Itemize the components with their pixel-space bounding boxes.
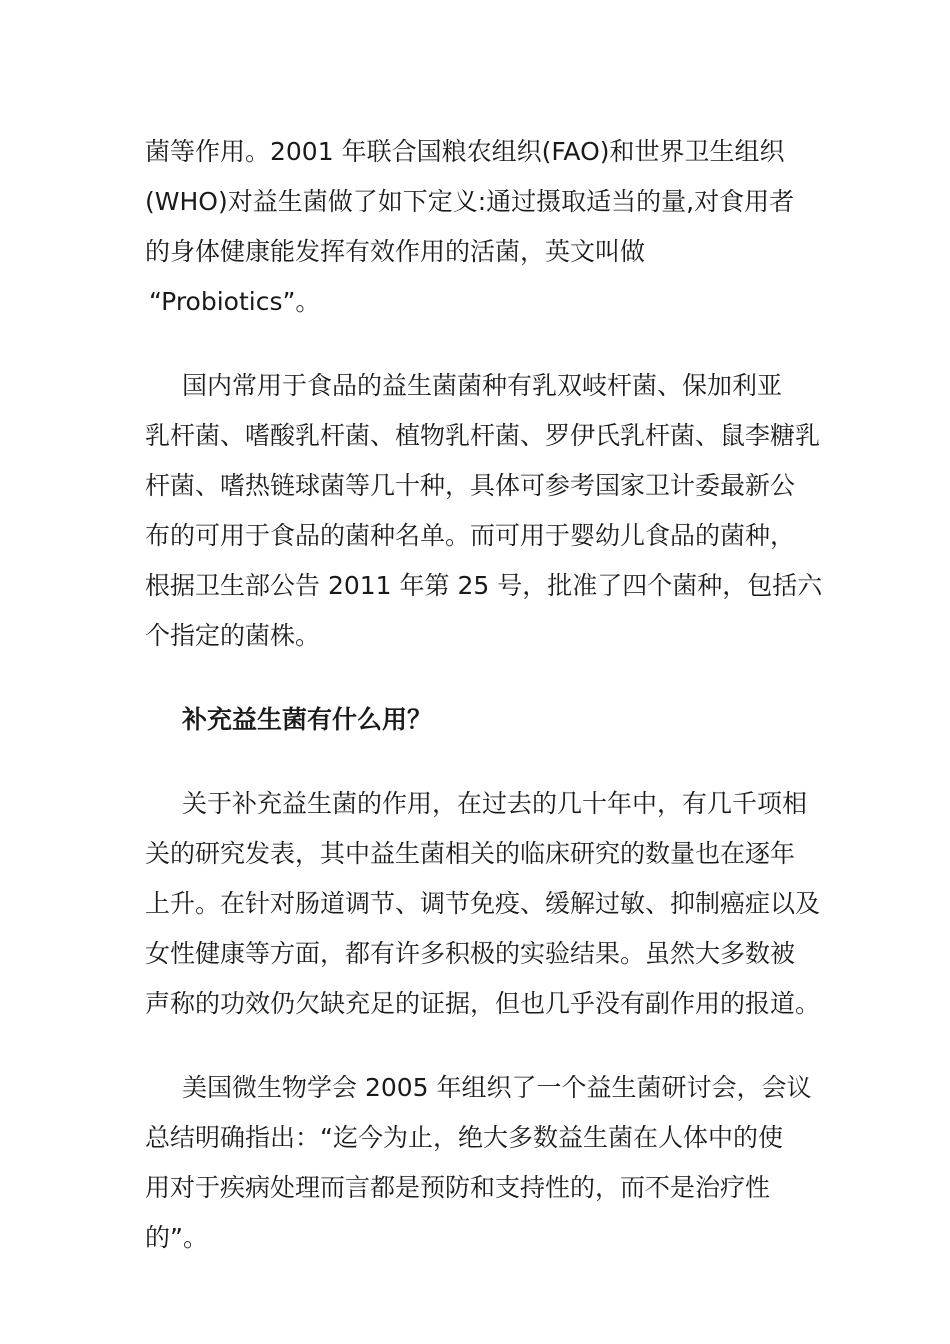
paragraph-line: 美国微生物学会 2005 年组织了一个益生菌研讨会，会议 bbox=[182, 1073, 812, 1102]
paragraph-line: (WHO)对益生菌做了如下定义:通过摄取适当的量,对食用者 bbox=[145, 187, 795, 216]
paragraph-gap bbox=[145, 745, 817, 779]
document-body bbox=[145, 127, 823, 1263]
paragraph-line: 声称的功效仍欠缺充足的证据，但也几乎没有副作用的报道。 bbox=[145, 989, 821, 1018]
paragraph-line: 关于补充益生菌的作用，在过去的几十年中，有几千项相 bbox=[182, 789, 808, 818]
paragraph-line: 的”。 bbox=[145, 1223, 208, 1252]
paragraph-line: 上升。在针对肠道调节、调节免疫、缓解过敏、抑制癌症以及 bbox=[145, 889, 821, 918]
paragraph-line: 根据卫生部公告 2011 年第 25 号，批准了四个菌种，包括六 bbox=[145, 571, 823, 600]
section-heading: 补充益生菌有什么用？ bbox=[182, 705, 433, 734]
paragraph-line: 女性健康等方面，都有许多积极的实验结果。虽然大多数被 bbox=[145, 939, 796, 968]
paragraph-gap bbox=[145, 1029, 817, 1063]
paragraph-line: 用对于疾病处理而言都是预防和支持性的，而不是治疗性 bbox=[145, 1173, 771, 1202]
paragraph-gap bbox=[145, 327, 817, 361]
paragraph-gap bbox=[145, 661, 817, 695]
paragraph-line: 国内常用于食品的益生菌菌种有乳双岐杆菌、保加利亚 bbox=[182, 371, 783, 400]
paragraph-line: 布的可用于食品的菌种名单。而可用于婴幼儿食品的菌种， bbox=[145, 521, 796, 550]
paragraph-strains bbox=[145, 361, 823, 661]
paragraph-line: 菌等作用。2001 年联合国粮农组织(FAO)和世界卫生组织 bbox=[145, 137, 785, 166]
paragraph-benefits bbox=[145, 779, 821, 1029]
paragraph-asm-conclusion bbox=[145, 1063, 817, 1263]
paragraph-probiotics-definition bbox=[145, 127, 817, 327]
paragraph-line: 关的研究发表，其中益生菌相关的临床研究的数量也在逐年 bbox=[145, 839, 796, 868]
paragraph-line: 总结明确指出：“迄今为止，绝大多数益生菌在人体中的使 bbox=[145, 1123, 783, 1152]
paragraph-line: 乳杆菌、嗜酸乳杆菌、植物乳杆菌、罗伊氏乳杆菌、鼠李糖乳 bbox=[145, 421, 821, 450]
paragraph-line: 杆菌、嗜热链球菌等几十种，具体可参考国家卫计委最新公 bbox=[145, 471, 796, 500]
paragraph-line: 的身体健康能发挥有效作用的活菌，英文叫做 bbox=[145, 237, 646, 266]
paragraph-line: 个指定的菌株。 bbox=[145, 621, 321, 650]
paragraph-line: “Probiotics”。 bbox=[149, 287, 321, 316]
